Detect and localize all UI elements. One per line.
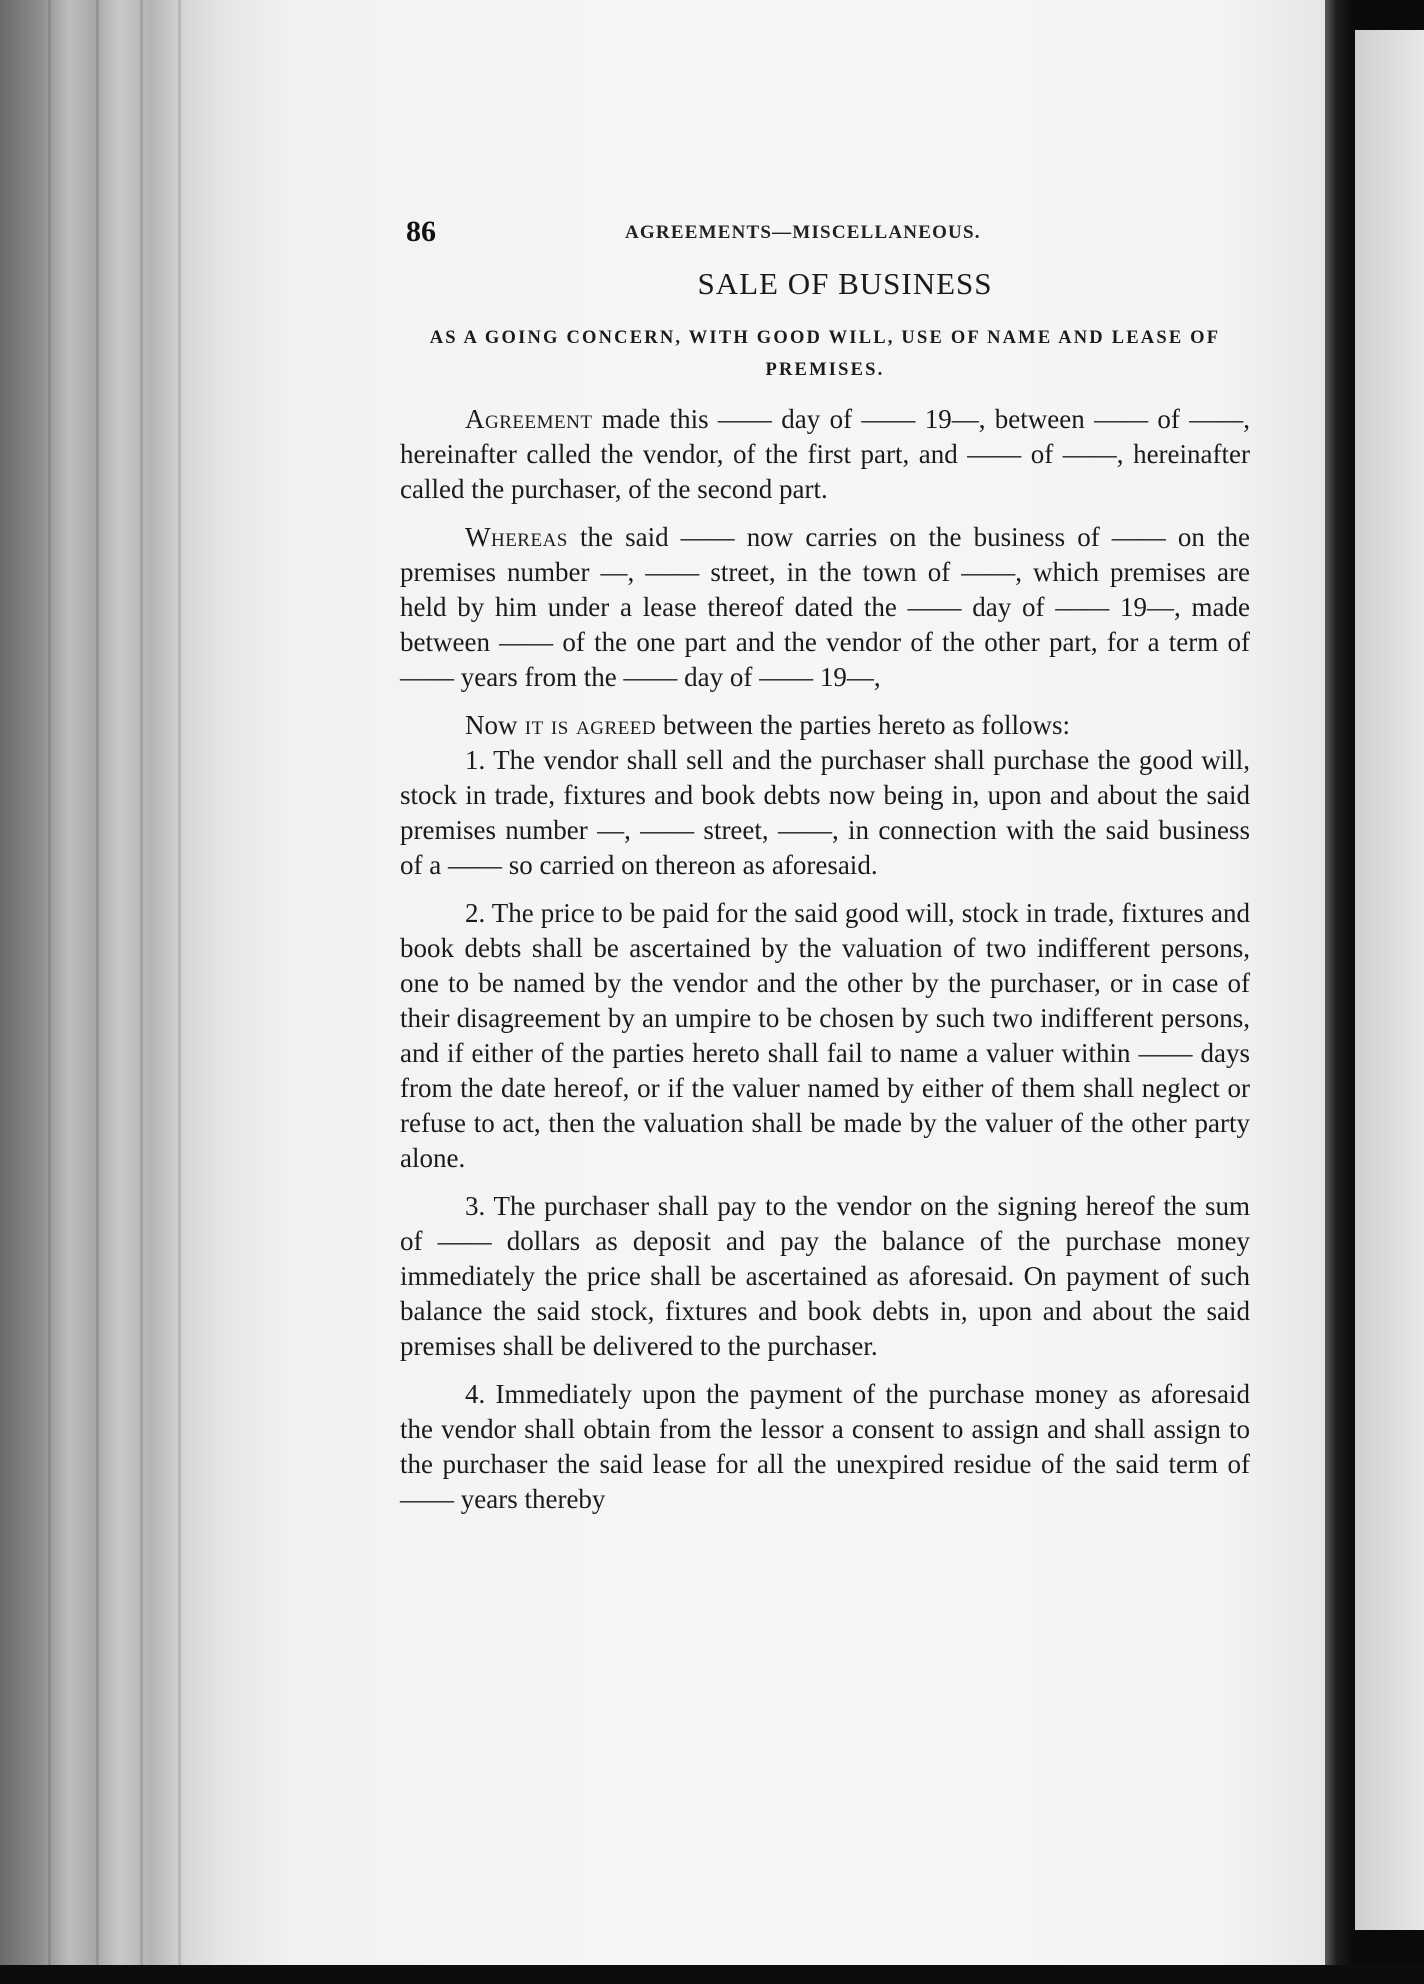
clause-4: 4. Immediately upon the payment of the purchase money as aforesaid the vendor shall obtain from the lessor a consent to assign and shall assign to the purchaser the said lease for all the unexpired residue of the said term of —— years thereby	[400, 1379, 1250, 1514]
page-number: 86	[406, 215, 436, 248]
now-text: between the parties hereto as follows:	[656, 710, 1070, 740]
agreement-paragraph	[400, 402, 1250, 507]
agreement-text: made this —— day of —— 19—, between —— of ——, hereinafter called the vendor, of the first part, and —— of ——, hereinafter called the purchaser, of the second part.	[400, 404, 1250, 504]
whereas-text: the said —— now carries on the business of —— on the premises number —, —— street, in the town of ——, which premises are held by him under a lease thereof dated the —— day of —— 19—, made between —— of the one part and the vendor of the other part, for a term of —— years from the —— day of —— 19—,	[400, 522, 1250, 692]
book-page	[215, 0, 1325, 1965]
now-lead: Now	[465, 710, 518, 740]
whereas-lead: Whereas	[465, 522, 568, 552]
bottom-border	[0, 1965, 1424, 1984]
document-title: SALE OF BUSINESS	[697, 266, 993, 301]
now-paragraph	[400, 708, 1250, 743]
page-edge-line	[178, 0, 181, 1984]
page-edge-line	[96, 0, 99, 1984]
page-edge-line	[48, 0, 51, 1984]
agreement-lead: Agreement	[465, 404, 593, 434]
clause-1: 1. The vendor shall sell and the purchaser shall purchase the good will, stock in trade, fixtures and book debts now being in, upon and about the said premises number —, —— street, ——, in connection with the said business of a —— so carried on thereon as aforesaid.	[400, 745, 1250, 880]
agreed-lead: it is agreed	[517, 710, 657, 740]
clause-2: 2. The price to be paid for the said good will, stock in trade, fixtures and book debts shall be ascertained by the valuation of two indifferent persons, one to be named by the vendor and the other by the purchaser, or in case of their disagreement by an umpire to be chosen by such two indifferent persons, and if either of the parties hereto shall fail to name a valuer within —— days from the date hereof, or if the valuer named by either of them shall neglect or refuse to act, then the valuation shall be made by the valuer of the other party alone.	[400, 898, 1250, 1173]
page-edge-line	[140, 0, 143, 1984]
clause-3: 3. The purchaser shall pay to the vendor on the signing hereof the sum of —— dollars as deposit and pay the balance of the purchase money immediately the price shall be ascertained as aforesaid. On payment of such balance the said stock, fixtures and book debts in, upon and about the said premises shall be delivered to the purchaser.	[400, 1191, 1250, 1361]
text-block	[400, 210, 1250, 1517]
running-title: AGREEMENTS—MISCELLANEOUS.	[625, 222, 981, 243]
adjacent-page-edge	[1355, 30, 1424, 1930]
running-head	[400, 210, 1250, 260]
whereas-paragraph	[400, 520, 1250, 695]
page-stack-edges	[0, 0, 215, 1984]
document-subtitle: AS A GOING CONCERN, WITH GOOD WILL, USE OF NAME AND LEASE OF PREMISES.	[429, 328, 1221, 380]
